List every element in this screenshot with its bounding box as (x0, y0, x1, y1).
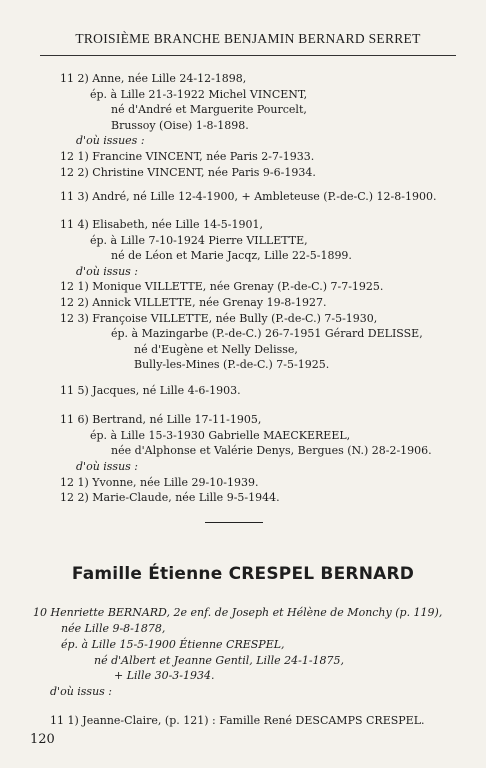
text-line: 12 2) Annick VILLETTE, née Grenay 19-8-1927. (60, 296, 327, 309)
page-number: 120 (30, 732, 55, 747)
text-line: 12 2) Christine VINCENT, née Paris 9-6-1934. (60, 166, 316, 179)
text-line: d'où issus : (76, 460, 139, 473)
text-line: 11 6) Bertrand, né Lille 17-11-1905, (60, 413, 262, 426)
text-line: ép. à Lille 21-3-1922 Michel VINCENT, (90, 88, 308, 101)
text-line: 12 1) Monique VILLETTE, née Grenay (P.-de-C.) 7-7-1925. (60, 280, 384, 293)
text-line: d'où issus : (76, 265, 139, 278)
text-line: née d'Alphonse et Valérie Denys, Bergues (N.) 28-2-1906. (111, 444, 432, 457)
text-line: + Lille 30-3-1934. (114, 669, 215, 682)
family-title: Famille Étienne CRESPEL BERNARD (71, 564, 415, 584)
running-header: TROISIÈME BRANCHE BENJAMIN BERNARD SERRET (75, 31, 421, 46)
text-line: ép. à Mazingarbe (P.-de-C.) 26-7-1951 Gérard DELISSE, (111, 327, 423, 340)
header-rule (40, 55, 456, 56)
text-line: né d'Albert et Jeanne Gentil, Lille 24-1-1875, (94, 654, 345, 667)
text-line: 11 2) Anne, née Lille 24-12-1898, (60, 72, 247, 85)
text-line: 12 3) Françoise VILLETTE, née Bully (P.-de-C.) 7-5-1930, (60, 312, 378, 325)
text-line: Bully-les-Mines (P.-de-C.) 7-5-1925. (134, 358, 330, 371)
text-line: né d'Eugène et Nelly Delisse, (134, 343, 298, 356)
text-line: d'où issus : (50, 685, 113, 698)
text-line: 12 1) Yvonne, née Lille 29-10-1939. (60, 476, 259, 489)
section-divider (205, 522, 263, 523)
text-line: née Lille 9-8-1878, (61, 622, 166, 635)
text-line: 12 2) Marie-Claude, née Lille 9-5-1944. (60, 491, 280, 504)
text-line: ép. à Lille 15-3-1930 Gabrielle MAECKEREEL, (90, 429, 351, 442)
text-line: 11 5) Jacques, né Lille 4-6-1903. (60, 384, 241, 397)
text-line: Brussoy (Oise) 1-8-1898. (111, 119, 249, 132)
text-line: 11 3) André, né Lille 12-4-1900, + Ambleteuse (P.-de-C.) 12-8-1900. (60, 190, 437, 203)
text-line: ép. à Lille 15-5-1900 Étienne CRESPEL, (61, 638, 285, 651)
text-line: ép. à Lille 7-10-1924 Pierre VILLETTE, (90, 234, 308, 247)
text-line: 11 1) Jeanne-Claire, (p. 121) : Famille René DESCAMPS CRESPEL. (50, 714, 425, 727)
text-line: 10 Henriette BERNARD, 2e enf. de Joseph et Hélène de Monchy (p. 119), (33, 606, 443, 619)
text-line: né de Léon et Marie Jacqz, Lille 22-5-1899. (111, 249, 352, 262)
text-line: né d'André et Marguerite Pourcelt, (111, 103, 307, 116)
text-line: 12 1) Francine VINCENT, née Paris 2-7-1933. (60, 150, 315, 163)
text-line: 11 4) Elisabeth, née Lille 14-5-1901, (60, 218, 263, 231)
text-line: d'où issues : (76, 134, 145, 147)
